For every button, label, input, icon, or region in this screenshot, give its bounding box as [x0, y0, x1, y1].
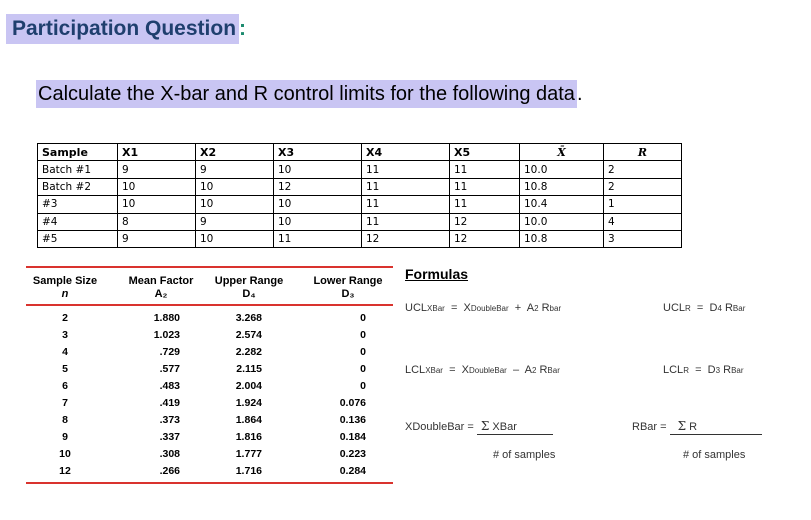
lcl-r-d-sub: 3 [715, 366, 721, 375]
table-cell: Batch #1 [38, 161, 118, 178]
lcl-r-r: R [723, 364, 732, 376]
ucl-xbar-a-sub: 2 [534, 304, 539, 313]
table-cell: #5 [38, 230, 118, 247]
factor-a2: .419 [159, 397, 180, 409]
factor-header-n-symbol: n [61, 288, 69, 300]
lcl-r-formula [663, 364, 744, 376]
factor-header-d4-symbol: D₄ [242, 288, 256, 300]
table-cell: 12 [450, 230, 520, 247]
header-r: R [604, 144, 682, 161]
ucl-r-r: R [724, 302, 733, 314]
xdoublebar-numerator [477, 419, 553, 435]
slide-title [6, 14, 246, 44]
question-text: Calculate the X-bar and R control limits for the following data [36, 80, 577, 108]
factor-row [26, 361, 393, 378]
factor-n: 5 [62, 363, 68, 375]
table-cell: 11 [450, 178, 520, 195]
factor-n: 7 [62, 397, 68, 409]
formulas-heading: Formulas [405, 266, 469, 282]
rbar-lhs: RBar = [632, 421, 667, 433]
factor-n: 4 [62, 346, 68, 358]
factor-header-a2-symbol: A₂ [154, 288, 168, 300]
ucl-xbar-a: A [526, 302, 535, 314]
header-x4: X4 [362, 144, 450, 161]
factor-n: 9 [62, 431, 68, 443]
table-cell: 12 [274, 178, 362, 195]
factor-d3: 0.136 [339, 414, 366, 426]
table-cell: 11 [362, 161, 450, 178]
slide-title-colon: : [239, 17, 247, 40]
factor-a2: .483 [159, 380, 180, 392]
factor-header-a2 [122, 275, 200, 301]
table-cell: 10 [118, 178, 196, 195]
factor-a2: .729 [159, 346, 180, 358]
factor-a2: .337 [159, 431, 180, 443]
table-cell: #3 [38, 196, 118, 213]
ucl-r-r-sub: Bar [732, 304, 746, 313]
factor-d3: 0.076 [339, 397, 366, 409]
table-cell: 10 [196, 230, 274, 247]
factor-header-a2-label: Mean Factor [128, 275, 194, 287]
factor-header-d3-label: Lower Range [313, 275, 383, 287]
factor-d3: 0 [360, 346, 366, 358]
factor-d3: 0.223 [339, 448, 366, 460]
table-cell: 10 [274, 196, 362, 213]
table-cell: 10.0 [520, 161, 604, 178]
lcl-xbar-op: – [512, 364, 520, 376]
table-cell: 9 [196, 213, 274, 230]
rbar-denominator: # of samples [683, 449, 746, 461]
table-cell: 11 [274, 230, 362, 247]
factor-n: 6 [62, 380, 68, 392]
ucl-r-d-sub: 4 [717, 304, 722, 313]
control-chart-factors-table [26, 266, 393, 484]
table-row [38, 213, 682, 230]
table-cell: 11 [362, 213, 450, 230]
ucl-xbar-x-sub: DoubleBar [470, 304, 509, 313]
factor-d3: 0 [360, 380, 366, 392]
lcl-r-lhs-sub: R [683, 366, 689, 375]
lcl-r-eq: = [695, 364, 702, 376]
factor-d4: 1.716 [235, 465, 262, 477]
factor-d4: 2.282 [235, 346, 262, 358]
factor-row [26, 378, 393, 395]
xdoublebar-lhs: XDoubleBar = [405, 421, 474, 433]
factor-header-d4 [206, 275, 292, 301]
table-cell: 2 [604, 161, 682, 178]
lcl-xbar-eq: = [449, 364, 456, 376]
table-cell: 10.8 [520, 230, 604, 247]
question-period: . [576, 83, 583, 105]
factor-row [26, 395, 393, 412]
factor-row [26, 344, 393, 361]
factor-a2: .373 [159, 414, 180, 426]
lcl-r-d: D [707, 364, 716, 376]
ucl-xbar-lhs: UCL [405, 302, 428, 314]
header-x3: X3 [274, 144, 362, 161]
rbar-formula [632, 419, 762, 435]
factor-d3: 0 [360, 363, 366, 375]
factor-a2: .308 [159, 448, 180, 460]
factor-d4: 1.777 [235, 448, 262, 460]
table-cell: 9 [118, 230, 196, 247]
factor-d3: 0.184 [339, 431, 366, 443]
lcl-xbar-a: A [524, 364, 532, 376]
table-cell: 10 [196, 196, 274, 213]
table-cell: 10 [118, 196, 196, 213]
factor-n: 2 [62, 312, 68, 324]
sample-data-table [37, 143, 682, 248]
table-cell: 4 [604, 213, 682, 230]
ucl-r-lhs: UCL [663, 302, 686, 314]
factor-d4: 3.268 [235, 312, 262, 324]
ucl-r-eq: = [696, 302, 704, 314]
ucl-r-formula [663, 302, 745, 314]
table-row [38, 178, 682, 195]
ucl-xbar-r: R [541, 302, 550, 314]
xdoublebar-denominator: # of samples [493, 449, 556, 461]
table-row [38, 161, 682, 178]
factor-d3: 0 [360, 312, 366, 324]
table-cell: 11 [450, 161, 520, 178]
ucl-xbar-formula [405, 302, 561, 314]
table-cell: 10.8 [520, 178, 604, 195]
factor-a2: 1.023 [153, 329, 180, 341]
question [36, 80, 583, 108]
lcl-xbar-lhs-sub: XBar [425, 366, 443, 375]
table-cell: 11 [362, 178, 450, 195]
factors-top-rule [26, 266, 393, 268]
table-cell: 10.4 [520, 196, 604, 213]
table-cell: 1 [604, 196, 682, 213]
table-cell: 10 [196, 178, 274, 195]
table-row [38, 230, 682, 247]
rbar-numerator [670, 419, 762, 435]
factor-row [26, 446, 393, 463]
factor-d4: 2.574 [235, 329, 262, 341]
lcl-xbar-formula [405, 364, 560, 376]
factor-d4: 1.864 [235, 414, 262, 426]
ucl-xbar-x: X [463, 302, 471, 314]
factor-a2: 1.880 [153, 312, 180, 324]
factor-header-d3 [304, 275, 392, 301]
factors-header-rule [26, 304, 393, 306]
slide-title-text: Participation Question [6, 14, 239, 44]
header-xbar: X̄ [520, 144, 604, 161]
header-x5: X5 [450, 144, 520, 161]
table-cell: 11 [362, 196, 450, 213]
table-cell: 12 [362, 230, 450, 247]
lcl-xbar-r-sub: Bar [547, 366, 560, 375]
table-cell: #4 [38, 213, 118, 230]
table-cell: 11 [450, 196, 520, 213]
factor-header-d4-label: Upper Range [214, 275, 284, 287]
lcl-xbar-lhs: LCL [405, 364, 426, 376]
factor-header-n-label: Sample Size [32, 275, 98, 287]
factor-n: 8 [62, 414, 68, 426]
lcl-xbar-x: X [461, 364, 470, 376]
factor-d4: 1.816 [235, 431, 262, 443]
ucl-r-d: D [709, 302, 718, 314]
sigma-icon: Σ [480, 419, 490, 433]
factor-d4: 1.924 [235, 397, 262, 409]
ucl-xbar-eq: = [450, 302, 458, 314]
xdoublebar-formula [405, 419, 553, 435]
ucl-r-lhs-sub: R [685, 304, 691, 313]
table-cell: 8 [118, 213, 196, 230]
table-cell: 10 [274, 161, 362, 178]
factor-d3: 0 [360, 329, 366, 341]
lcl-xbar-x-sub: DoubleBar [469, 366, 507, 375]
header-x1: X1 [118, 144, 196, 161]
factor-row [26, 327, 393, 344]
factor-n: 12 [59, 465, 71, 477]
table-cell: 9 [118, 161, 196, 178]
table-cell: 3 [604, 230, 682, 247]
lcl-r-r-sub: Bar [731, 366, 744, 375]
table-cell: 10.0 [520, 213, 604, 230]
ucl-xbar-r-sub: bar [549, 304, 562, 313]
lcl-r-lhs: LCL [663, 364, 684, 376]
table-header-row [38, 144, 682, 161]
factor-n: 3 [62, 329, 68, 341]
table-cell: 10 [274, 213, 362, 230]
table-row [38, 196, 682, 213]
factor-row [26, 412, 393, 429]
ucl-xbar-op: + [514, 302, 522, 314]
factor-row [26, 429, 393, 446]
sigma-icon: Σ [677, 419, 687, 433]
header-x2: X2 [196, 144, 274, 161]
factor-d4: 2.115 [236, 363, 262, 375]
factor-a2: .266 [159, 465, 180, 477]
factor-a2: .577 [159, 363, 180, 375]
xdoublebar-num-text: XBar [492, 421, 517, 433]
factor-row [26, 463, 393, 480]
header-sample: Sample [38, 144, 118, 161]
table-cell: 9 [196, 161, 274, 178]
factor-d3: 0.284 [339, 465, 366, 477]
table-cell: 2 [604, 178, 682, 195]
table-cell: Batch #2 [38, 178, 118, 195]
factor-n: 10 [59, 448, 71, 460]
lcl-xbar-a-sub: 2 [531, 366, 537, 375]
factor-row [26, 310, 393, 327]
factor-header-n [26, 275, 104, 301]
lcl-xbar-r: R [539, 364, 548, 376]
factor-d4: 2.004 [235, 380, 262, 392]
table-cell: 12 [450, 213, 520, 230]
factor-header-d3-symbol: D₃ [341, 288, 355, 300]
ucl-xbar-lhs-sub: XBar [427, 304, 445, 313]
rbar-num-text: R [689, 421, 698, 433]
